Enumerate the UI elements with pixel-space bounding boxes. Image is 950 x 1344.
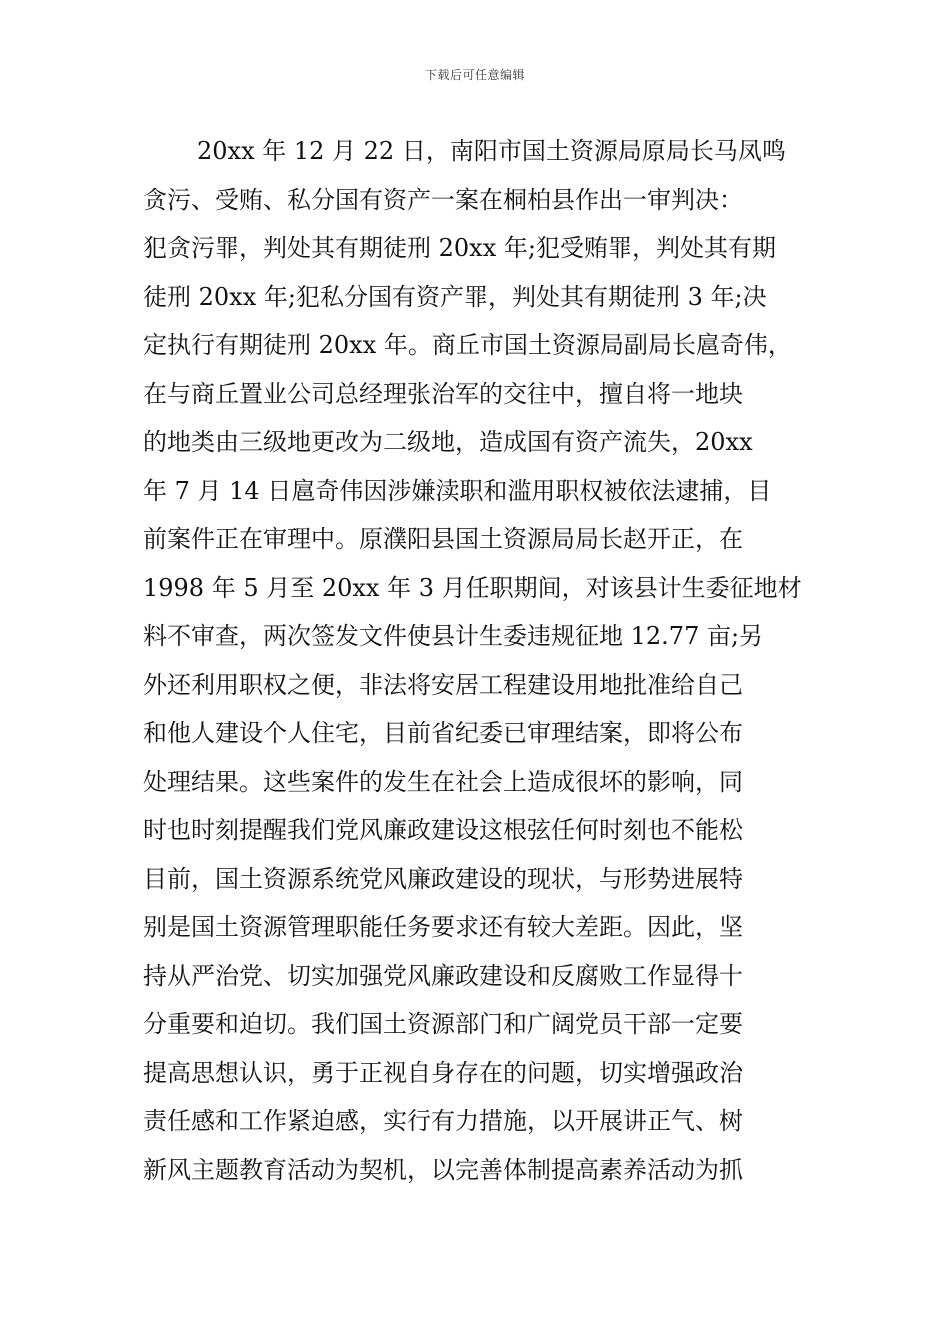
text-line: 料不审查，两次签发文件使县计生委违规征地 12.77 亩;另 [143, 622, 764, 650]
document-body [143, 131, 823, 1198]
text-line: 分重要和迫切。我们国土资源部门和广阔党员干部一定要 [143, 1010, 743, 1038]
text-line: 前案件正在审理中。原濮阳县国土资源局局长赵开正，在 [143, 525, 743, 553]
text-line: 年 7 月 14 日扈奇伟因涉嫌渎职和滥用职权被依法逮捕，目 [143, 476, 772, 505]
text-line: 犯贪污罪，判处其有期徒刑 20xx 年;犯受贿罪，判处其有期 [143, 234, 776, 262]
text-line: 定执行有期徒刑 20xx 年。商丘市国土资源局副局长扈奇伟， [143, 331, 792, 359]
text-line: 的地类由三级地更改为二级地，造成国有资产流失，20xx [143, 428, 753, 456]
text-line: 时也时刻提醒我们党风廉政建设这根弦任何时刻也不能松 [143, 816, 743, 844]
text-line: 在与商丘置业公司总经理张治军的交往中，擅自将一地块 [143, 379, 743, 408]
text-line: 贪污、受贿、私分国有资产一案在桐柏县作出一审判决： [143, 185, 743, 214]
text-line: 目前，国土资源系统党风廉政建设的现状，与形势进展特 [143, 864, 743, 893]
text-line: 提高思想认识，勇于正视自身存在的问题，切实增强政治 [143, 1058, 743, 1087]
text-line: 责任感和工作紧迫感，实行有力措施，以开展讲正气、树 [143, 1107, 743, 1135]
text-line: 别是国土资源管理职能任务要求还有较大差距。因此，坚 [143, 913, 743, 941]
text-line: 处理结果。这些案件的发生在社会上造成很坏的影响，同 [143, 767, 743, 796]
text-line: 和他人建设个人住宅，目前省纪委已审理结案，即将公布 [143, 719, 743, 747]
page-header: 下载后可任意编辑 [424, 68, 525, 82]
text-line: 1998 年 5 月至 20xx 年 3 月任职期间，对该县计生委征地材 [143, 573, 802, 602]
text-line: 持从严治党、切实加强党风廉政建设和反腐败工作显得十 [143, 961, 743, 990]
text-line: 外还利用职权之便，非法将安居工程建设用地批准给自己 [143, 670, 743, 699]
text-line: 新风主题教育活动为契机，以完善体制提高素养活动为抓 [143, 1155, 743, 1184]
text-line: 20xx 年 12 月 22 日，南阳市国土资源局原局长马凤鸣 [197, 137, 786, 165]
text-line: 徒刑 20xx 年;犯私分国有资产罪，判处其有期徒刑 3 年;决 [143, 282, 767, 311]
